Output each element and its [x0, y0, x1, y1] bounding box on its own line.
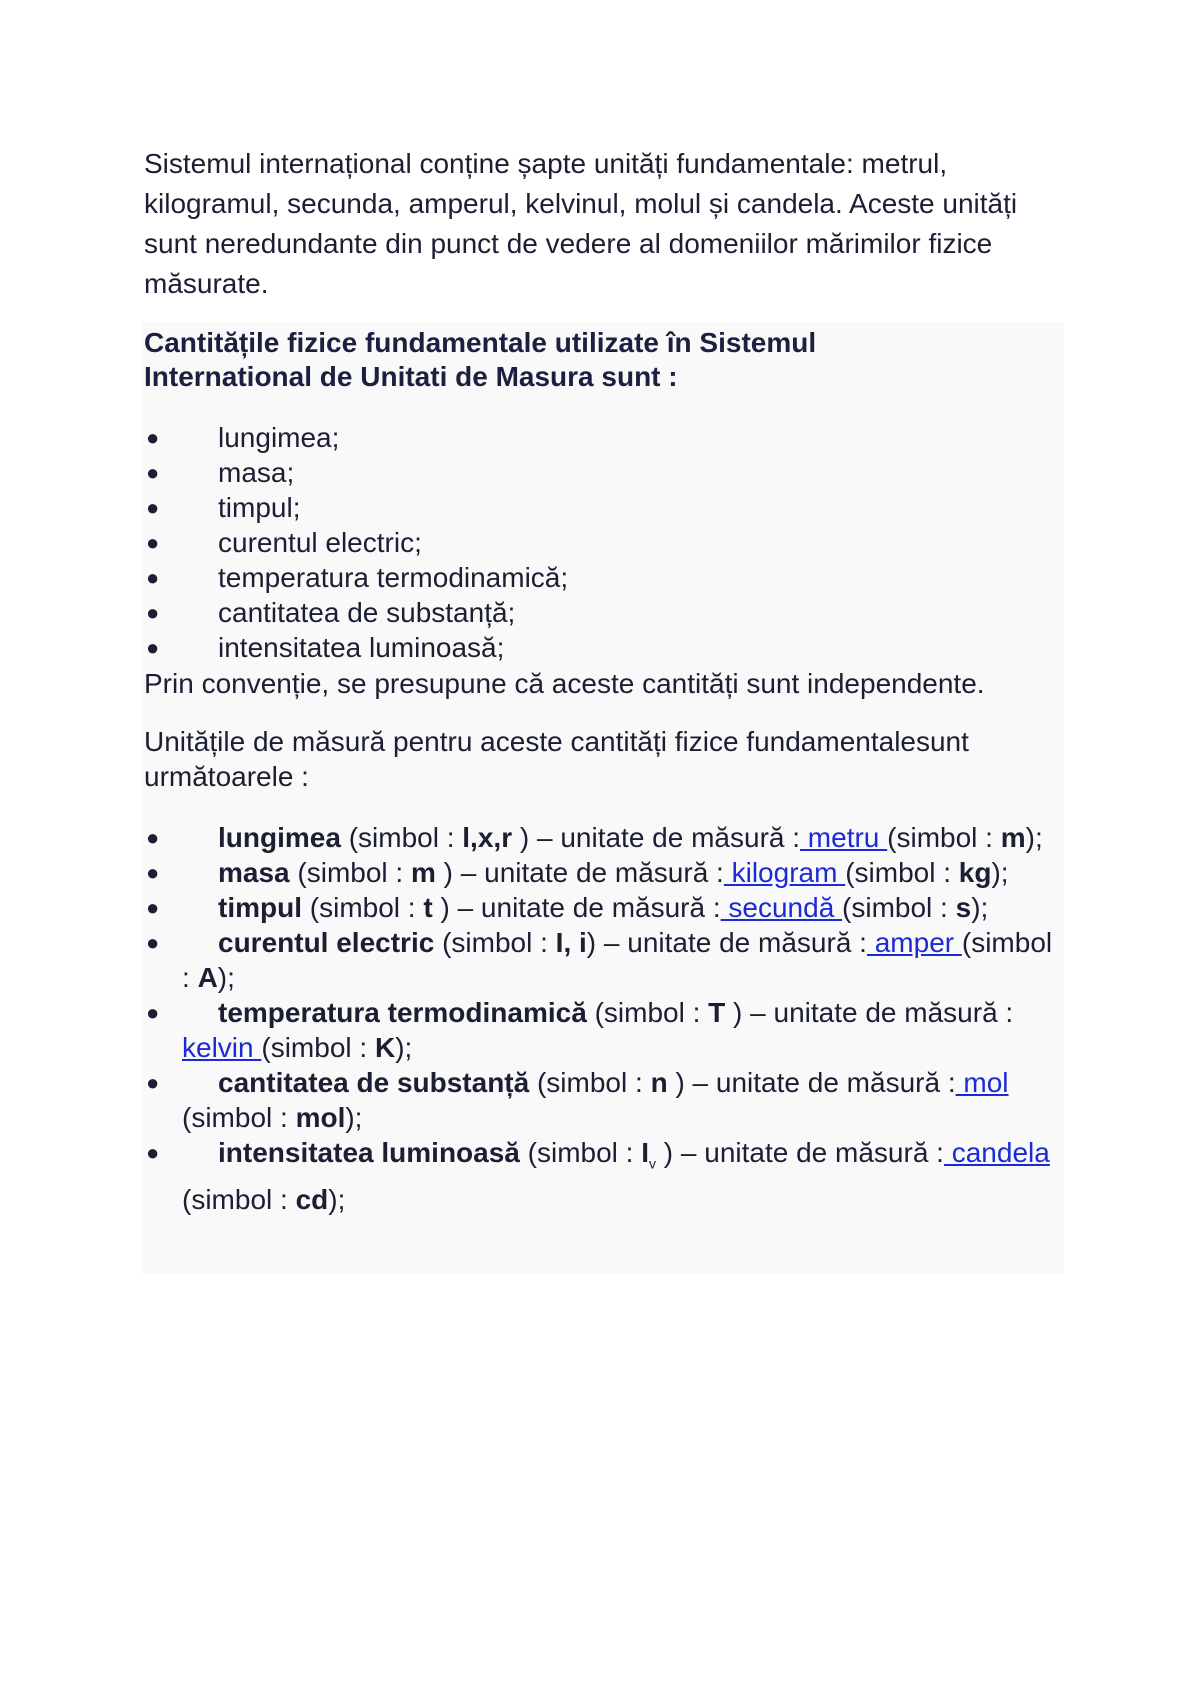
bullet-icon: ●: [146, 635, 160, 660]
unit-item: ● temperatura termodinamică (simbol : T ) – unitate de măsură : kelvin (simbol : K);: [146, 997, 1014, 1063]
heading-line-1: Cantitățile fizice fundamentale utilizate în Sistemul: [144, 327, 817, 358]
unit-link-amper[interactable]: amper: [866, 927, 962, 958]
unit-item: ● lungimea (simbol : l,x,r ) – unitate de măsură : metru (simbol : m);: [146, 822, 1043, 853]
bullet-icon: ●: [146, 860, 160, 885]
list-item: ● timpul;: [146, 492, 301, 523]
unit-link-candela[interactable]: candela: [943, 1137, 1050, 1168]
unit-item: ● cantitatea de substanță (simbol : n ) – unitate de măsură : mol (simbol : mol);: [146, 1067, 1009, 1133]
units-intro-paragraph: Unitățile de măsură pentru aceste cantități fizice fundamentalesunt următoarele :: [144, 726, 969, 792]
unit-link-metru[interactable]: metru: [800, 822, 888, 853]
bullet-icon: ●: [146, 930, 160, 955]
bullet-icon: ●: [146, 565, 160, 590]
unit-item: ● curentul electric (simbol : I, i) – unitate de măsură : amper (simbol : A);: [146, 927, 1053, 993]
bullet-icon: ●: [146, 495, 160, 520]
units-list: [144, 820, 1064, 1217]
convention-paragraph: Prin convenție, se presupune că aceste cantități sunt independente.: [144, 668, 985, 699]
bullet-icon: ●: [146, 460, 160, 485]
unit-link-secunda[interactable]: secundă: [720, 892, 843, 923]
unit-link-kilogram[interactable]: kilogram: [723, 857, 846, 888]
list-item: ● cantitatea de substanță;: [146, 597, 516, 628]
intro-paragraph: Sistemul internațional conține șapte unități fundamentale: metrul, kilogramul, secunda, amperul, kelvinul, molul și candela. Aceste unități sunt neredundante din punct de vedere al domeniilor mărimilor fizice măsurate.: [144, 148, 1018, 299]
unit-item: ● intensitatea luminoasă (simbol : $I_v$ ) – unitate de măsură : candela (simbol : cd);: [146, 1137, 1050, 1215]
bullet-icon: ●: [146, 1140, 160, 1165]
bullet-icon: ●: [146, 825, 160, 850]
bullet-icon: ●: [146, 895, 160, 920]
bullet-icon: ●: [146, 1070, 160, 1095]
list-item: ● temperatura termodinamică;: [146, 562, 569, 593]
section-heading: [144, 326, 1064, 394]
unit-item: ● masa (simbol : m ) – unitate de măsură : kilogram (simbol : kg);: [146, 857, 1009, 888]
list-item: ● intensitatea luminoasă;: [146, 632, 505, 663]
bullet-icon: ●: [146, 1000, 160, 1025]
bullet-icon: ●: [146, 530, 160, 555]
unit-item: ● timpul (simbol : t ) – unitate de măsură : secundă (simbol : s);: [146, 892, 989, 923]
bullet-icon: ●: [146, 600, 160, 625]
list-item: ● lungimea;: [146, 422, 340, 453]
unit-link-kelvin[interactable]: kelvin: [182, 1032, 262, 1063]
unit-link-mol[interactable]: mol: [955, 1067, 1009, 1098]
list-item: ● masa;: [146, 457, 295, 488]
list-item: ● curentul electric;: [146, 527, 422, 558]
heading-line-2: International de Unitati de Masura sunt :: [144, 361, 678, 392]
bullet-icon: ●: [146, 425, 160, 450]
quantities-list: [144, 420, 1064, 665]
